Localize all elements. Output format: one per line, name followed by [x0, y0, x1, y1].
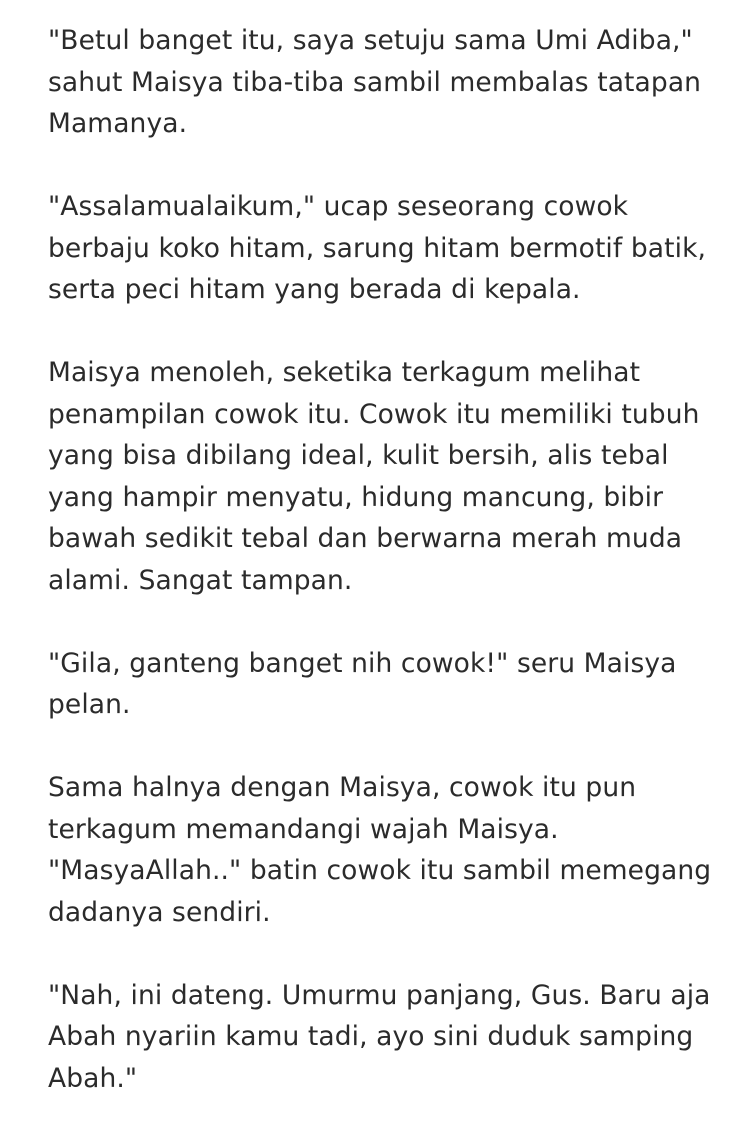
- paragraph-3: [48, 352, 708, 601]
- paragraph-2: [48, 186, 708, 311]
- text-line: pelan.: [48, 689, 131, 720]
- text-line: alami. Sangat tampan.: [48, 564, 353, 596]
- text-line: yang bisa dibilang ideal, kulit bersih, alis tebal: [48, 440, 669, 471]
- text-line: Mamanya.: [48, 108, 188, 139]
- text-line: Abah nyariin kamu tadi, ayo sini duduk samping: [48, 1021, 694, 1052]
- text-line: Sama halnya dengan Maisya, cowok itu pun: [48, 772, 637, 803]
- text-line: terkagum memandangi wajah Maisya.: [48, 813, 559, 845]
- text-line: Maisya menoleh, seketika terkagum melihat: [48, 357, 641, 388]
- paragraph-4: [48, 643, 708, 726]
- text-line: berbaju koko hitam, sarung hitam bermotif batik,: [48, 232, 707, 264]
- text-line: penampilan cowok itu. Cowok itu memiliki tubuh: [48, 398, 700, 430]
- text-line: sahut Maisya tiba-tiba sambil membalas tatapan: [48, 66, 702, 98]
- paragraph-1: [48, 20, 708, 145]
- text-line: "Assalamualaikum," ucap seseorang cowok: [48, 191, 629, 222]
- text-line: serta peci hitam yang berada di kepala.: [48, 274, 581, 305]
- text-line: yang hampir menyatu, hidung mancung, bibir: [48, 481, 664, 513]
- text-line: dadanya sendiri.: [48, 896, 271, 928]
- text-line: "Betul banget itu, saya setuju sama Umi Adiba,": [48, 25, 693, 56]
- text-line: "MasyaAllah.." batin cowok itu sambil memegang: [48, 855, 712, 886]
- text-line: "Nah, ini dateng. Umurmu panjang, Gus. Baru aja: [48, 979, 711, 1011]
- story-text: [48, 20, 712, 1141]
- text-line: bawah sedikit tebal dan berwarna merah muda: [48, 523, 683, 554]
- paragraph-6: [48, 975, 711, 1100]
- text-line: Abah.": [48, 1062, 138, 1094]
- text-line: "Gila, ganteng banget nih cowok!" seru Maisya: [48, 647, 677, 679]
- paragraph-5: [48, 767, 712, 933]
